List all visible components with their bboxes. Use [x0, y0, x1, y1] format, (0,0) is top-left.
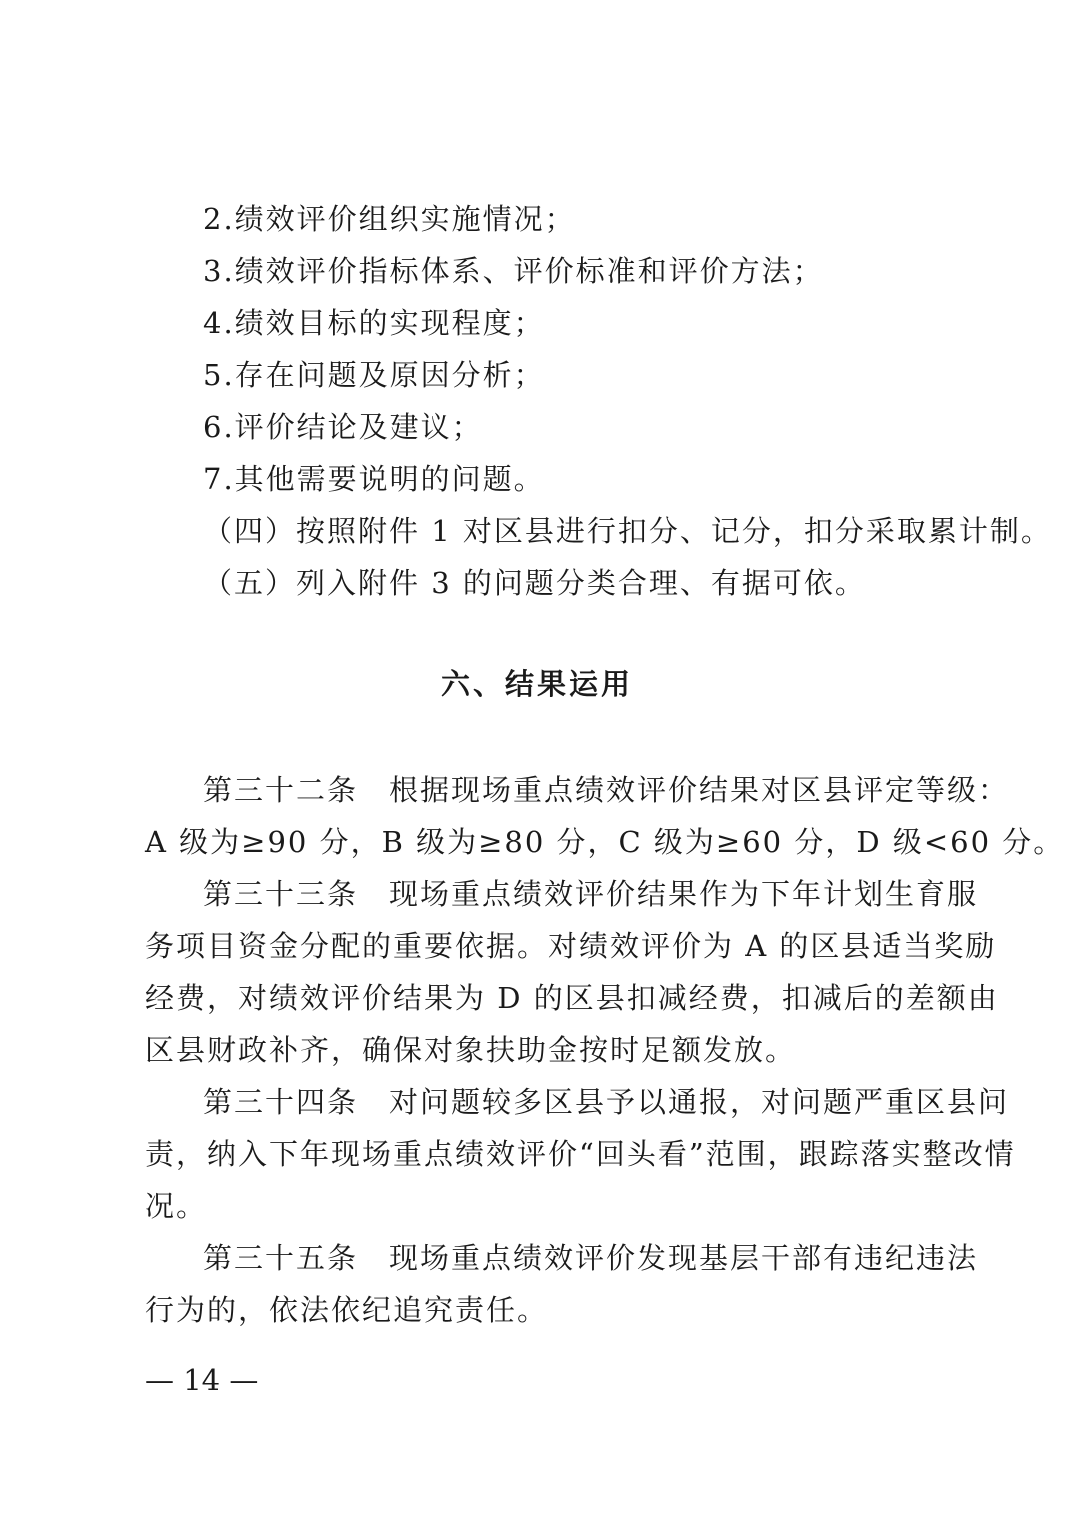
article-32-line-1: 第三十二条 根据现场重点绩效评价结果对区县评定等级：: [203, 773, 1010, 807]
list-item: 4.绩效目标的实现程度；: [203, 306, 545, 340]
article-35-line-2: 行为的，依法依纪追究责任。: [145, 1293, 549, 1327]
list-item: 6.评价结论及建议；: [203, 410, 483, 444]
article-33-line-4: 区县财政补齐，确保对象扶助金按时足额发放。: [145, 1033, 797, 1067]
article-33-line-2: 务项目资金分配的重要依据。对绩效评价为 A 的区县适当奖励: [145, 929, 997, 963]
article-34-line-3: 况。: [145, 1189, 208, 1223]
section-heading: 六、结果运用: [440, 667, 633, 701]
list-item: 7.其他需要说明的问题。: [203, 462, 545, 496]
article-33-line-3: 经费，对绩效评价结果为 D 的区县扣减经费，扣减后的差额由: [145, 981, 999, 1015]
page-number: — 14 —: [145, 1363, 259, 1397]
article-33-line-1: 第三十三条 现场重点绩效评价结果作为下年计划生育服: [203, 877, 979, 911]
article-34-line-2: 责，纳入下年现场重点绩效评价“回头看”范围，跟踪落实整改情: [145, 1137, 1016, 1171]
list-item: 3.绩效评价指标体系、评价标准和评价方法；: [203, 254, 824, 288]
article-34-line-1: 第三十四条 对问题较多区县予以通报，对问题严重区县问: [203, 1085, 1010, 1119]
list-item: （五）列入附件 3 的问题分类合理、有据可依。: [203, 566, 866, 600]
article-35-line-1: 第三十五条 现场重点绩效评价发现基层干部有违纪违法: [203, 1241, 979, 1275]
list-item: 5.存在问题及原因分析；: [203, 358, 545, 392]
list-item: 2.绩效评价组织实施情况；: [203, 202, 576, 236]
list-item: （四）按照附件 1 对区县进行扣分、记分，扣分采取累计制。: [203, 514, 1052, 548]
article-32-line-2: A 级为≥90 分，B 级为≥80 分，C 级为≥60 分，D 级<60 分。: [145, 825, 1065, 859]
